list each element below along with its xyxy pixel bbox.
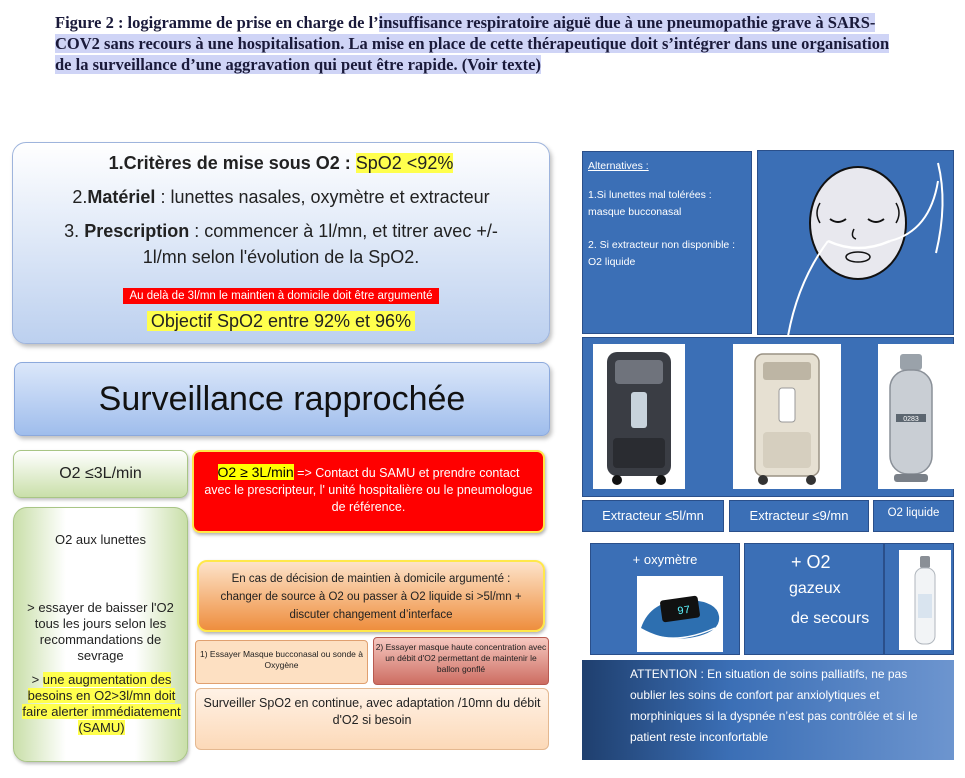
alternatives-item-2: 2. Si extracteur non disponible : O2 liquide — [588, 239, 736, 268]
o2-high-text: => Contact du SAMU et prendre contact avec le prescripteur, l' unité hospitalière ou le pneumologue de référence. — [204, 466, 533, 514]
figure-caption — [55, 12, 895, 75]
liquid-o2-tank-icon — [878, 344, 955, 489]
caption-highlighted: insuffisance respiratoire aiguë due à une pneumopathie grave à SARS-COV2 sans recours à une hospitalisation. La mise en place de cette thérapeutique doit s’intégrer dans une organisation de la surveillance d’une aggravation qui peut être rapide. (Voir texte) — [55, 13, 890, 74]
oxygen-bottle-photo — [899, 550, 951, 650]
criteria-line-4: 1l/mn selon l'évolution de la SpO2. — [142, 247, 420, 267]
gaz-line-2: gazeux — [789, 580, 841, 597]
o2-high-label: O2 ≥ 3L/min — [217, 464, 294, 480]
red-note-line — [13, 283, 549, 304]
alternatives-title: Alternatives : — [588, 160, 649, 172]
spo2-continuous-box: Surveiller SpO2 en continue, avec adaptation /10mn du débit d'O2 si besoin — [195, 688, 549, 750]
oximeter-box — [590, 543, 740, 655]
criteria-text-3: : commencer à 1l/mn, et titrer avec +/- — [189, 221, 498, 241]
criteria-box — [12, 142, 550, 344]
criteria-text-2: : lunettes nasales, oxymètre et extracteur — [155, 187, 490, 207]
objective: Objectif SpO2 entre 92% et 96% — [147, 311, 415, 331]
criteria-num-1: 1. — [108, 153, 124, 173]
lunettes-para-2 — [22, 672, 181, 736]
oximeter-label: + oxymètre — [632, 552, 698, 567]
gaz-line-3: de secours — [791, 610, 870, 627]
label-extracteur-5l: Extracteur ≤5l/mn — [582, 500, 724, 532]
criteria-title-3: Prescription — [84, 221, 190, 241]
caption-prefix: Figure 2 : logigramme de prise en charge de l’ — [55, 13, 379, 32]
tank-label: 0283 — [903, 416, 919, 423]
surveillance-banner: Surveillance rapprochée — [14, 362, 550, 436]
concentrator-9l-photo — [733, 344, 841, 489]
criteria-line-3 — [13, 221, 549, 242]
criteria-num-2: 2. — [72, 187, 88, 207]
gaseous-o2-box — [744, 543, 884, 655]
lunettes-para-1: > essayer de baisser l'O2 tous les jours selon les recommandations de sevrage — [27, 600, 174, 663]
o2-high-box — [192, 450, 545, 533]
lunettes-alert: une augmentation des besoins en O2>3l/mn doit faire alerter immédiatement (SAMU) — [22, 672, 181, 735]
concentrator-9l-icon — [733, 344, 841, 489]
red-note: Au delà de 3l/mn le maintien à domicile doit être argumenté — [123, 288, 438, 304]
lunettes-box — [13, 507, 188, 762]
maintien-box — [197, 560, 545, 632]
face-icon — [758, 151, 955, 336]
oximeter-reading: 97 — [676, 604, 692, 619]
lunettes-title: O2 aux lunettes — [54, 532, 147, 547]
concentrator-5l-icon — [593, 344, 685, 489]
pulse-oximeter-icon — [637, 576, 723, 652]
essai-1-box: 1) Essayer Masque bucconasal ou sonde à Oxygène — [195, 640, 368, 684]
maintien-line-3: discuter changement d’interface — [289, 609, 453, 621]
essai-2-box: 2) Essayer masque haute concentration avec un débit d'O2 permettant de maintenir le ballon gonflé — [373, 637, 549, 685]
devices-row — [582, 337, 954, 497]
label-extracteur-9l: Extracteur ≤9/mn — [729, 500, 869, 532]
bottle-box — [884, 543, 954, 655]
alternatives-box — [582, 151, 752, 334]
face-mask-illustration — [757, 150, 954, 335]
criteria-line-1 — [13, 153, 549, 174]
criteria-title-1: Critères de mise sous O2 : — [123, 153, 351, 173]
criteria-num-3: 3. — [64, 221, 85, 241]
concentrator-5l-photo — [593, 344, 685, 489]
criteria-line-2 — [13, 187, 549, 208]
oxygen-bottle-icon — [899, 550, 951, 650]
label-o2-liquide: O2 liquide — [873, 500, 954, 532]
criteria-title-2: Matériel — [87, 187, 156, 207]
gaz-line-1: + O2 — [791, 552, 831, 572]
attention-box: ATTENTION : En situation de soins palliatifs, ne pas oublier les soins de confort par anxiolytiques et morphiniques si la dyspnée n’est pas contrôlée et si le patient reste inconfortable — [582, 660, 954, 760]
o2-low-box: O2 ≤3L/min — [13, 450, 188, 498]
oximeter-photo — [637, 576, 723, 652]
alternatives-item-1: 1.Si lunettes mal tolérées : masque bucconasal — [588, 189, 712, 218]
spo2-threshold: SpO2 <92% — [355, 153, 454, 173]
lunettes-para-2-prefix: > — [31, 672, 43, 687]
maintien-line-2: changer de source à O2 ou passer à O2 liquide si >5l/mn + — [220, 591, 522, 603]
liquid-o2-photo — [878, 344, 955, 489]
objective-line — [13, 311, 549, 332]
maintien-line-1: En cas de décision de maintien à domicile argumenté : — [231, 573, 511, 585]
